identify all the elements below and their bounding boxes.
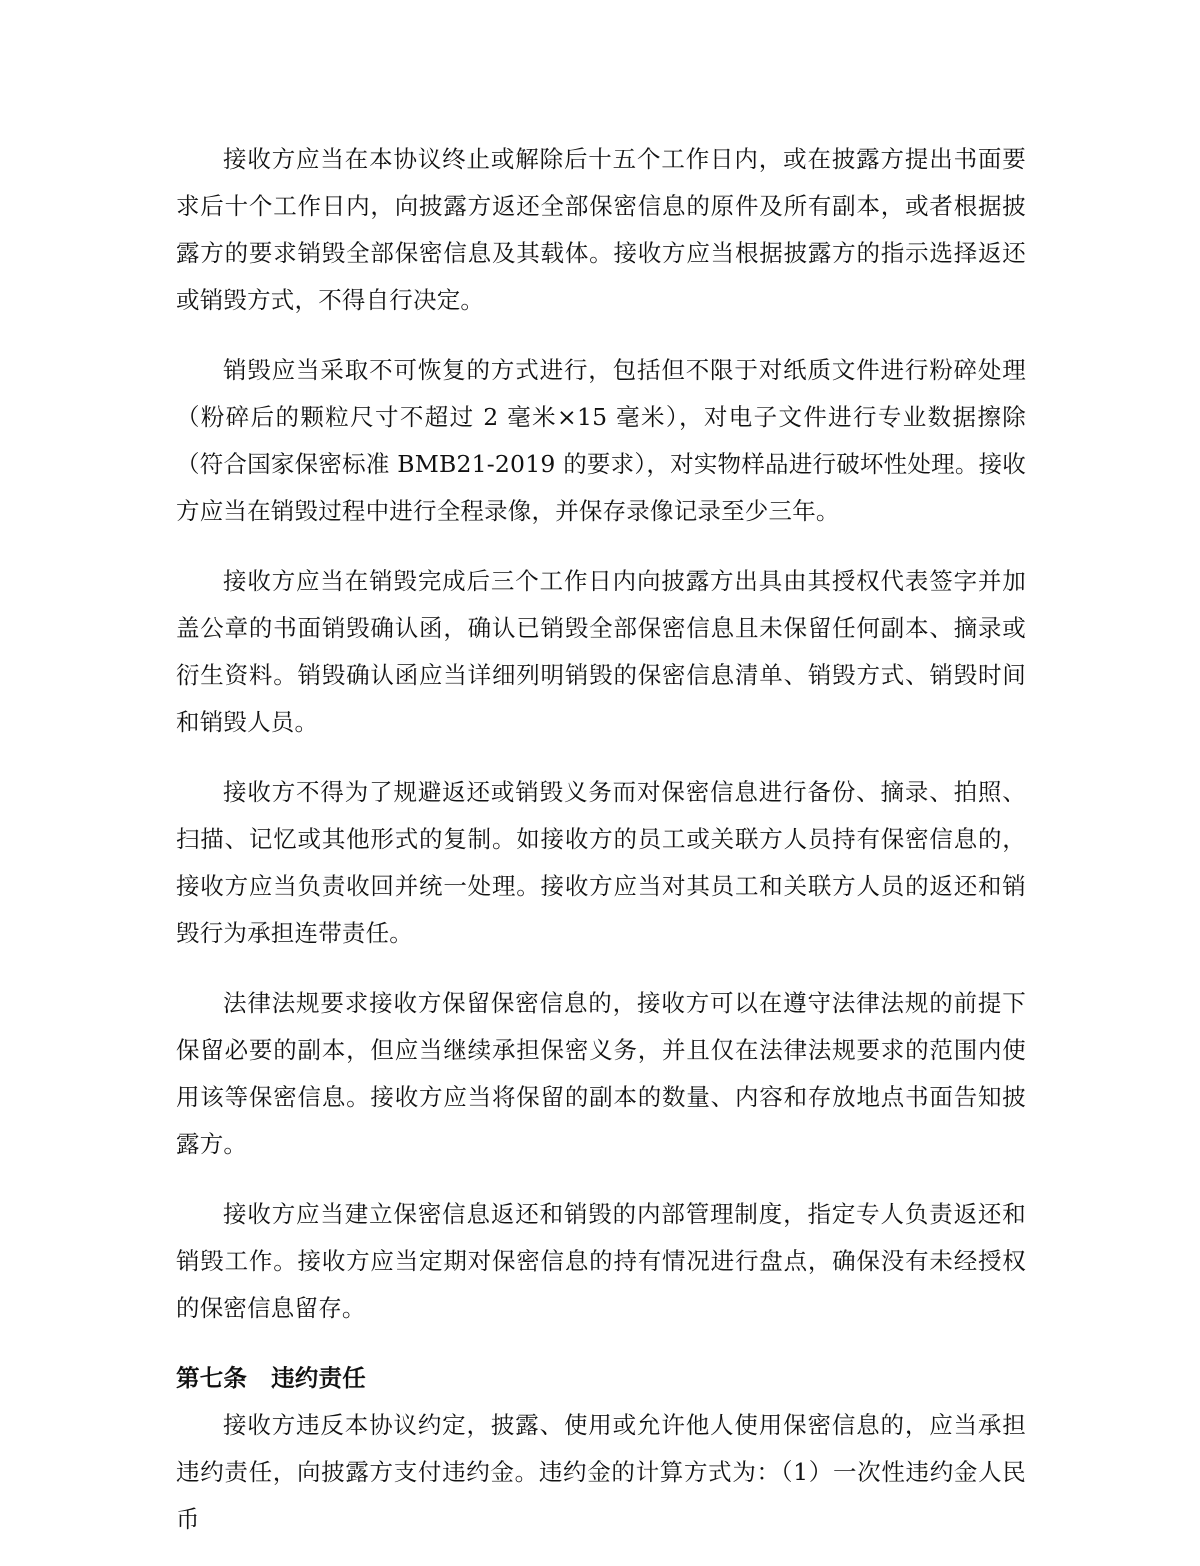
- paragraph-legal-retention: 法律法规要求接收方保留保密信息的，接收方可以在遵守法律法规的前提下保留必要的副本，但应当继续承担保密义务，并且仅在法律法规要求的范围内使用该等保密信息。接收方应当将保留的副本的数量、内容和存放地点书面告知披露方。: [176, 989, 1026, 1158]
- paragraph-destruction-confirmation: 接收方应当在销毁完成后三个工作日内向披露方出具由其授权代表签字并加盖公章的书面销毁确认函，确认已销毁全部保密信息且未保留任何副本、摘录或衍生资料。销毁确认函应当详细列明销毁的保密信息清单、销毁方式、销毁时间和销毁人员。: [176, 567, 1026, 736]
- paragraph-destruction-method: 销毁应当采取不可恢复的方式进行，包括但不限于对纸质文件进行粉碎处理（粉碎后的颗粒尺寸不超过 2 毫米×15 毫米），对电子文件进行专业数据擦除（符合国家保密标准 BMB21-2019 的要求），对实物样品进行破坏性处理。接收方应当在销毁过程中进行全程录像，并保存录像记录至少三年。: [176, 356, 1026, 525]
- document-body: [176, 136, 1026, 1566]
- paragraph-no-copying: 接收方不得为了规避返还或销毁义务而对保密信息进行备份、摘录、拍照、扫描、记忆或其他形式的复制。如接收方的员工或关联方人员持有保密信息的，接收方应当负责收回并统一处理。接收方应当对其员工和关联方人员的返还和销毁行为承担连带责任。: [176, 778, 1026, 947]
- paragraph-internal-management: 接收方应当建立保密信息返还和销毁的内部管理制度，指定专人负责返还和销毁工作。接收方应当定期对保密信息的持有情况进行盘点，确保没有未经授权的保密信息留存。: [176, 1200, 1026, 1322]
- section-heading: [176, 1355, 1026, 1402]
- paragraph-return-or-destroy: 接收方应当在本协议终止或解除后十五个工作日内，或在披露方提出书面要求后十个工作日内，向披露方返还全部保密信息的原件及所有副本，或者根据披露方的要求销毁全部保密信息及其载体。接收方应当根据披露方的指示选择返还或销毁方式，不得自行决定。: [176, 145, 1026, 314]
- section-title: 违约责任: [271, 1364, 366, 1392]
- paragraph-liability: 接收方违反本协议约定，披露、使用或允许他人使用保密信息的，应当承担违约责任，向披露方支付违约金。违约金的计算方式为：（1）一次性违约金人民币: [176, 1411, 1026, 1533]
- section-number: 第七条: [176, 1364, 248, 1392]
